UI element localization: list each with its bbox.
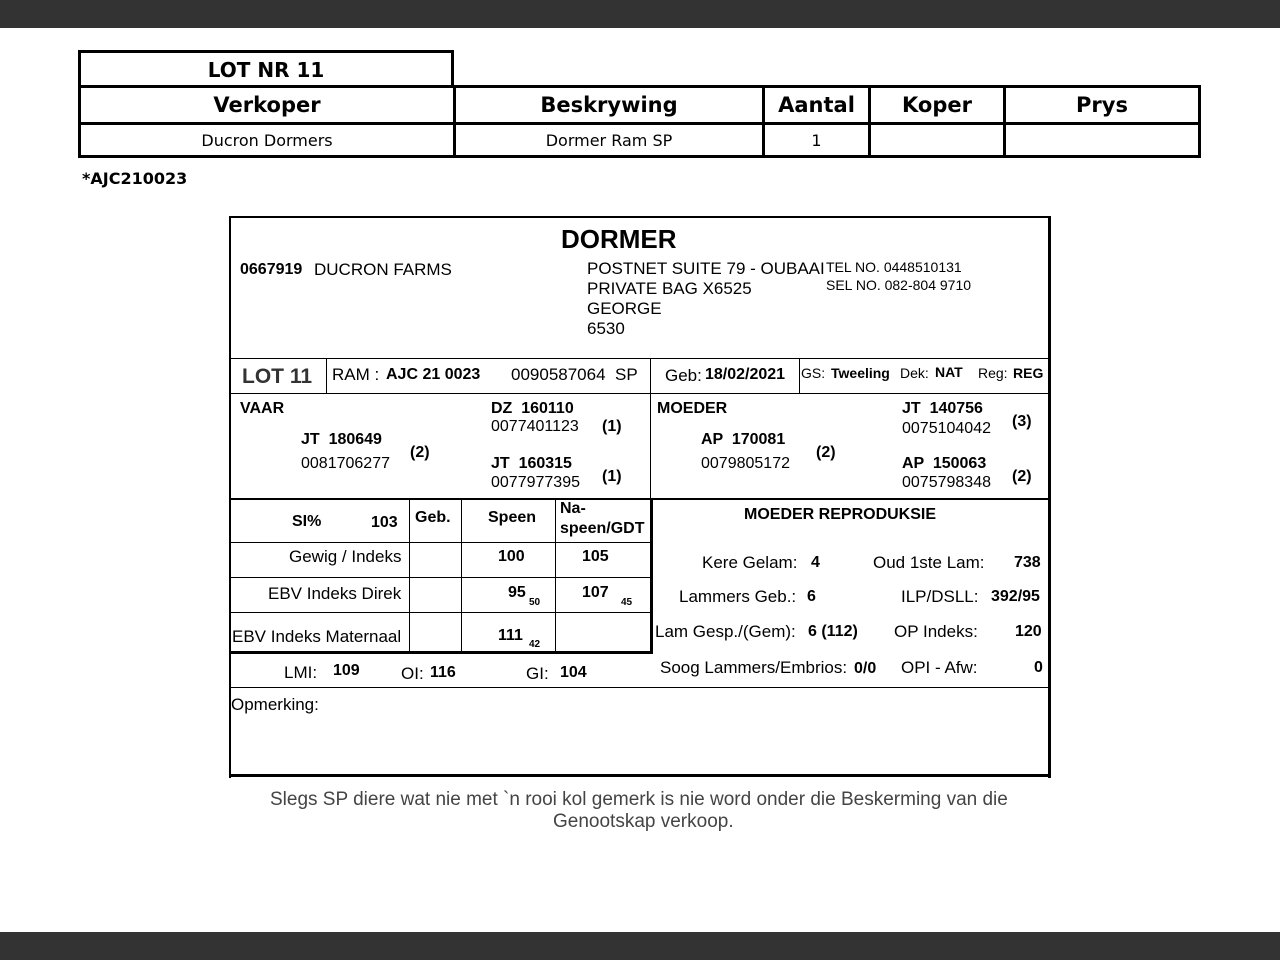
sire-count: (2) xyxy=(410,444,430,461)
col-geb: Geb. xyxy=(415,509,451,526)
address-line-1: POSTNET SUITE 79 - OUBAAI xyxy=(587,259,825,278)
row-maternaal-speen-sub: 42 xyxy=(529,639,541,650)
sel-number: SEL NO. 082-804 9710 xyxy=(826,277,972,293)
ram-label: RAM : xyxy=(332,365,380,384)
kere-value: 4 xyxy=(811,554,820,571)
opmerking-label: Opmerking: xyxy=(231,695,319,714)
owner-name: DUCRON FARMS xyxy=(314,260,452,279)
ram-registration: 0090587064 SP xyxy=(511,365,638,384)
soog-value: 0/0 xyxy=(854,660,877,677)
sire-dam-reg: 0077977395 xyxy=(491,474,580,491)
sire-dam-id: JT 160315 xyxy=(491,455,572,472)
row-gewig-naspeen: 105 xyxy=(582,548,609,565)
sire-sire-reg: 0077401123 xyxy=(491,418,579,435)
lmi-value: 109 xyxy=(333,662,360,679)
lot-label: LOT NR 11 xyxy=(207,57,325,82)
gs-value: Tweeling xyxy=(831,365,890,381)
oi-label: OI: xyxy=(401,664,424,683)
footer-note-line-2: Genootskap verkoop. xyxy=(553,811,734,832)
repro-title: MOEDER REPRODUKSIE xyxy=(744,506,937,523)
dek-label: Dek: xyxy=(900,365,929,381)
dam-dam-count: (2) xyxy=(1012,468,1032,485)
owner-code: 0667919 xyxy=(240,261,303,278)
row-maternaal-label: EBV Indeks Maternaal xyxy=(232,627,402,646)
moeder-label: MOEDER xyxy=(657,400,728,417)
cell-verkoper: Ducron Dormers xyxy=(201,130,333,150)
cell-aantal: 1 xyxy=(811,130,822,150)
dam-count: (2) xyxy=(816,444,836,461)
address-line-4: 6530 xyxy=(587,319,625,338)
header-verkoper: Verkoper xyxy=(213,93,321,117)
row-direk-speen: 95 xyxy=(508,584,526,601)
header-koper: Koper xyxy=(902,93,972,117)
sire-sire-id: DZ 160110 xyxy=(491,400,574,417)
dam-dam-reg: 0075798348 xyxy=(902,474,991,491)
gs-label: GS: xyxy=(801,365,826,381)
header-prys: Prys xyxy=(1076,93,1128,117)
gesp-label: Lam Gesp./(Gem): xyxy=(655,622,796,641)
soog-label: Soog Lammers/Embrios: xyxy=(660,658,848,677)
cell-beskrywing: Dormer Ram SP xyxy=(545,130,673,150)
address-line-3: GEORGE xyxy=(587,299,662,318)
footer-note-line-1: Slegs SP diere wat nie met `n rooi kol gemerk is nie word onder die Beskerming van die xyxy=(270,789,1008,810)
gesp-value: 6 (112) xyxy=(808,623,858,640)
row-maternaal-speen: 111 xyxy=(498,627,523,644)
lot-number: LOT 11 xyxy=(242,365,313,388)
dam-id: AP 170081 xyxy=(701,431,786,448)
oud-label: Oud 1ste Lam: xyxy=(873,553,985,572)
op-label: OP Indeks: xyxy=(894,622,978,641)
ram-id: AJC 21 0023 xyxy=(386,366,481,383)
row-direk-naspeen: 107 xyxy=(582,584,609,601)
dam-sire-id: JT 140756 xyxy=(902,400,983,417)
opi-value: 0 xyxy=(1034,659,1043,676)
dam-dam-id: AP 150063 xyxy=(902,455,987,472)
row-direk-label: EBV Indeks Direk xyxy=(268,584,402,603)
row-direk-naspeen-sub: 45 xyxy=(621,597,633,608)
header-aantal: Aantal xyxy=(778,93,855,117)
dek-value: NAT xyxy=(935,364,963,380)
vaar-label: VAAR xyxy=(240,400,285,417)
tag-code: *AJC210023 xyxy=(82,169,188,188)
header-beskrywing: Beskrywing xyxy=(540,93,678,117)
dam-reg: 0079805172 xyxy=(701,455,790,472)
lmi-label: LMI: xyxy=(284,663,318,682)
dam-sire-count: (3) xyxy=(1012,413,1032,430)
col-speen: Speen xyxy=(488,509,537,526)
si-value: 103 xyxy=(371,514,398,531)
address-line-2: PRIVATE BAG X6525 xyxy=(587,279,752,298)
kere-label: Kere Gelam: xyxy=(702,553,798,572)
gi-label: GI: xyxy=(526,664,549,683)
reg-value: REG xyxy=(1013,365,1044,381)
sire-sire-count: (1) xyxy=(602,418,622,435)
si-label: SI% xyxy=(292,513,322,530)
reg-label: Reg: xyxy=(978,365,1008,381)
col-naspeen-1: Na- xyxy=(560,500,586,517)
oi-value: 116 xyxy=(430,664,456,681)
sire-reg: 0081706277 xyxy=(301,455,390,472)
row-direk-speen-sub: 50 xyxy=(529,597,541,608)
sire-dam-count: (1) xyxy=(602,468,622,485)
oud-value: 738 xyxy=(1014,554,1041,571)
ilp-value: 392/95 xyxy=(991,588,1040,605)
row-gewig-speen: 100 xyxy=(498,548,525,565)
row-gewig-label: Gewig / Indeks xyxy=(289,547,402,566)
ilp-label: ILP/DSLL: xyxy=(901,587,979,606)
geb-label: Geb: xyxy=(665,366,702,385)
col-naspeen-2: speen/GDT xyxy=(560,520,645,537)
sire-id: JT 180649 xyxy=(301,431,382,448)
lammers-label: Lammers Geb.: xyxy=(679,587,797,606)
geb-date: 18/02/2021 xyxy=(705,366,786,383)
gi-value: 104 xyxy=(560,664,587,681)
lammers-value: 6 xyxy=(807,588,816,605)
opi-label: OPI - Afw: xyxy=(901,658,978,677)
dam-sire-reg: 0075104042 xyxy=(902,420,991,437)
op-value: 120 xyxy=(1015,623,1042,640)
breed-title: DORMER xyxy=(561,224,677,254)
tel-number: TEL NO. 0448510131 xyxy=(826,259,962,275)
